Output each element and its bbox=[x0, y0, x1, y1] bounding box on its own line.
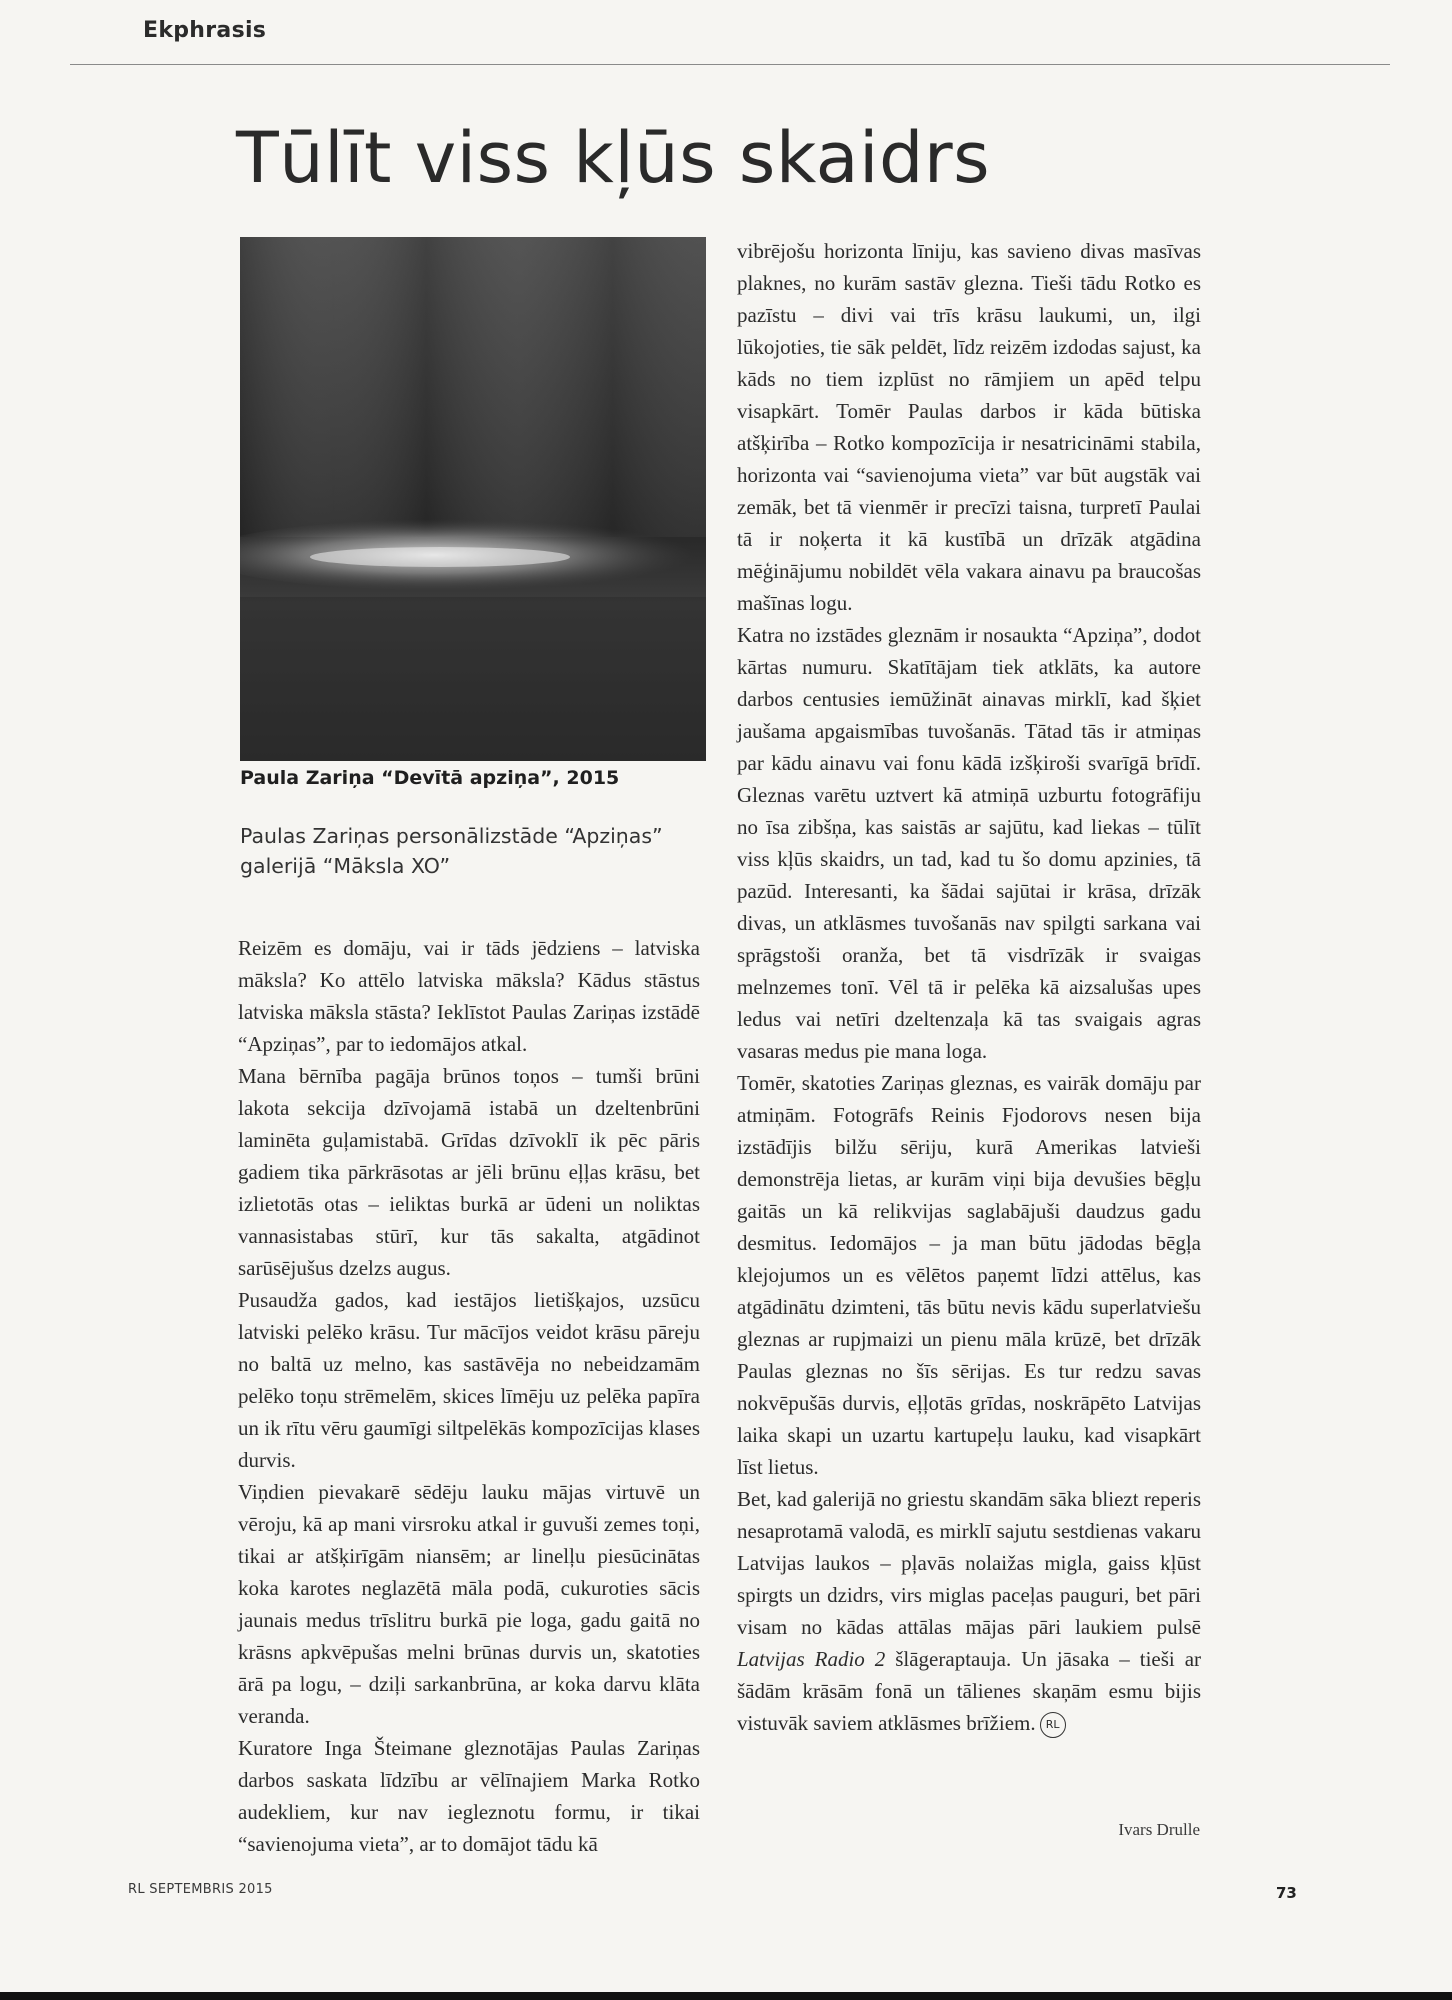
paragraph: Tomēr, skatoties Zariņas gleznas, es vairāk domāju par atmiņām. Fotogrāfs Reinis Fjodorovs nesen bija izstādījis bilžu sēriju, kurā Amerikas latvieši demonstrēja lietas, ar kurām viņi bija devušies bēgļu gaitās un kā relikvijas saglabājuši daudzus gadu desmitus. Iedomājos – ja man būtu jādodas bēgļa klejojumos un es vēlētos paņemt līdzi attēlus, kas atgādinātu dzimteni, tās būtu nevis kādu superlatviešu gleznas ar rupjmaizi un pienu māla krūzē, bet drīzāk Paulas gleznas no šīs sērijas. Es tur redzu savas nokvēpušās durvis, eļļotās grīdas, noskrāpēto Latvijas laika skapi un uzartu kartupeļu lauku, kad visapkārt līst lietus. bbox=[737, 1071, 1201, 1479]
exhibition-subtitle: Paulas Zariņas personālizstāde “Apziņas” galerijā “Māksla XO” bbox=[240, 824, 663, 878]
final-sentence: šlāgeraptauja. Un jāsaka – tieši ar šādām krāsām fonā un tālienes skaņām esmu bijis vistuvāk saviem atklāsmes brīžiem. bbox=[737, 1647, 1202, 1735]
paragraph: Mana bērnība pagāja brūnos toņos – tumši brūni lakota sekcija dzīvojamā istabā un dzeltenbrūni laminēta guļamistabā. Grīdas dzīvoklī ik pēc pāris gadiem tika pārkrāsotas ar jēli brūnu eļļas krāsu, bet izlietotās otas – ieliktas burkā ar ūdeni un noliktas vannasistabas stūrī, kur tās sakalta, atgādinot sarūsējušus dzelzs augus. bbox=[238, 1064, 700, 1280]
header-divider bbox=[70, 64, 1390, 65]
image-caption: Paula Zariņa “Devītā apziņa”, 2015 bbox=[240, 767, 620, 789]
paragraph: Viņdien pievakarē sēdēju lauku mājas virtuvē un vēroju, kā ap mani virsroku atkal ir guvuši zemes toņi, tikai ar atšķirīgām niansēm; ar linelļu piesūcinātas koka karotes neglazētā māla podā, cukuroties sācis jaunais medus trīslitru burkā pie loga, gadu gaitā no krāsns apkvēpušas melni brūnas durvis un, skatoties ārā pa logu, – dziļi sarkanbrūna, ar koka darvu klāta veranda. bbox=[238, 1480, 700, 1728]
end-mark-icon: RL bbox=[1040, 1712, 1066, 1738]
issue-label: RL SEPTEMBRIS 2015 bbox=[128, 1882, 273, 1897]
section-label: Ekphrasis bbox=[143, 18, 267, 43]
scan-edge bbox=[0, 1992, 1452, 2000]
painting-image bbox=[240, 237, 706, 761]
paragraph: Kuratore Inga Šteimane gleznotājas Paulas Zariņas darbos saskata līdzību ar vēlīnajiem Marka Rotko audekliem, kur nav iegleznotu formu, ir tikai “savienojuma vieta”, ar to domājot tādu kā bbox=[238, 1736, 700, 1856]
paragraph-final bbox=[737, 1483, 1201, 1739]
painting-artwork bbox=[240, 237, 706, 761]
text-column-left bbox=[238, 932, 700, 1860]
text-column-right bbox=[737, 235, 1201, 1739]
page-number: 73 bbox=[1276, 1884, 1297, 1902]
paragraph: Katra no izstādes gleznām ir nosaukta “Apziņa”, dodot kārtas numuru. Skatītājam tiek atklāts, ka autore darbos centusies iemūžināt ainavas mirklī, kad šķiet jaušama apgaismības tuvošanās. Tātad tās ir atmiņas par kādu ainavu vai fonu kādā izšķiroši svarīgā brīdī. Gleznas varētu uztvert kā atmiņā uzburtu fotogrāfiju no īsa zibšņa, kas saistās ar sajūtu, kad liekas – tūlīt viss kļūs skaidrs, un tad, kad tu šo domu apzinies, tā pazūd. Interesanti, ka šādai sajūtai ir krāsa, drīzāk divas, un atklāsmes tuvošanās nav spilgti sarkana vai sprāgstoši oranža, bet tā visdrīzāk ir svaigas melnzemes tonī. Vēl tā ir pelēka kā aizsalušas upes ledus vai netīri dzeltenzaļa kā tas svaigais agras vasaras medus pie mana loga. bbox=[737, 623, 1201, 1063]
paragraph-text: Bet, kad galerijā no griestu skandām sāka bliezt reperis nesaprotamā valodā, es mirklī sajutu sestdienas vakaru Latvijas laukos – pļavās nolaižas migla, gaiss kļūst spirgts un dzidrs, virs miglas paceļas pauguri, bet pāri visam no kādas attālas mājas pāri laukiem pulsē bbox=[737, 1487, 1201, 1639]
radio-station-name: Latvijas Radio 2 bbox=[737, 1647, 886, 1671]
paragraph: vibrējošu horizonta līniju, kas savieno divas masīvas plaknes, no kurām sastāv glezna. Tieši tādu Rotko es pazīstu – divi vai trīs krāsu laukumi, un, ilgi lūkojoties, tie sāk peldēt, līdz reizēm izdodas sajust, ka kāds no tiem izplūst no rāmjiem un apēd telpu visapkārt. Tomēr Paulas darbos ir kāda būtiska atšķirība – Rotko kompozīcija ir nesatricināmi stabila, horizonta vai “savienojuma vieta” var būt augstāk vai zemāk, bet tā vienmēr ir precīzi taisna, turpretī Paulai tā ir noķerta it kā kustībā un drīzāk atgādina mēģinājumu nobildēt vēla vakara ainavu pa braucošas mašīnas logu. bbox=[737, 239, 1201, 615]
paragraph: Reizēm es domāju, vai ir tāds jēdziens – latviska māksla? Ko attēlo latviska māksla? Kādus stāstus latviska māksla stāsta? Ieklīstot Paulas Zariņas izstādē “Apziņas”, par to iedomājos atkal. bbox=[238, 936, 700, 1056]
article-title: Tūlīt viss kļūs skaidrs bbox=[236, 117, 991, 199]
paragraph: Pusaudža gados, kad iestājos lietišķajos, uzsūcu latviski pelēko krāsu. Tur mācījos veidot krāsu pāreju no baltā uz melno, kas sastāvēja no nebeidzamām pelēko toņu strēmelēm, skices līmēju uz pelēka papīra un ik rītu vēru gaumīgi siltpelēkās kompozīcijas klases durvis. bbox=[238, 1288, 700, 1472]
author-name: Ivars Drulle bbox=[1118, 1820, 1200, 1839]
